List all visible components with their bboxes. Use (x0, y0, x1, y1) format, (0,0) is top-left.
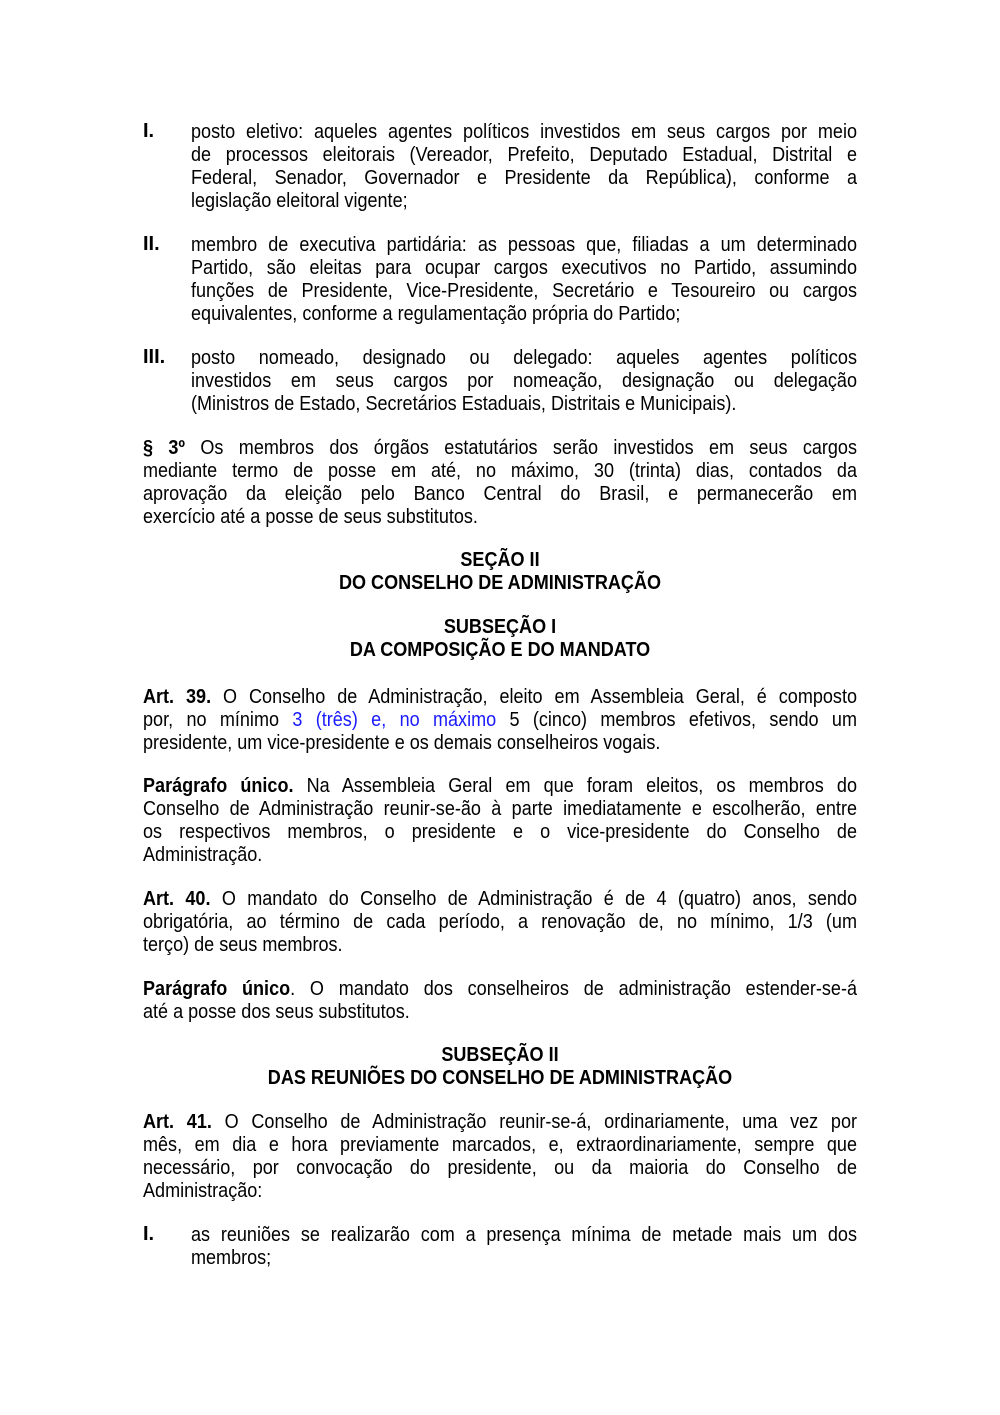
text-run: legislação eleitoral vigente; (191, 189, 408, 212)
bold-label: Art. 40. (143, 887, 211, 910)
text-line (191, 392, 857, 415)
highlighted-text: 3 (três) e, no máximo (292, 708, 497, 731)
text-run: aprovação da eleição pelo Banco Central do Brasil, e permanecerão em (143, 482, 857, 505)
text-line (143, 1133, 857, 1156)
text-run: Na Assembleia Geral em que foram eleitos, os membros do (293, 774, 858, 797)
text-run: investidos em seus cargos por nomeação, designação ou delegação (191, 369, 857, 392)
text-line (143, 459, 857, 482)
text-run: membro de executiva partidária: as pessoas que, filiadas a um determinado (191, 233, 857, 256)
text-line (191, 120, 857, 143)
text-line (143, 843, 857, 866)
text-line (143, 774, 857, 797)
text-run: 5 (cinco) membros efetivos, sendo um (496, 708, 857, 731)
text-run: Federal, Senador, Governador e Presidente da República), conforme a (191, 166, 857, 189)
text-line (191, 369, 857, 392)
text-run: O mandato do Conselho de Administração é de 4 (quatro) anos, sendo (210, 887, 857, 910)
text-line (143, 1000, 857, 1023)
text-line (143, 797, 857, 820)
text-run: as reuniões se realizarão com a presença mínima de metade mais um dos (191, 1223, 857, 1246)
text-run: mês, em dia e hora previamente marcados, e, extraordinariamente, sempre que (143, 1133, 857, 1156)
text-line (143, 436, 857, 459)
text-line (143, 548, 857, 571)
text-run: necessário, por convocação do presidente, ou da maioria do Conselho de (143, 1156, 857, 1179)
text-line (191, 1223, 857, 1246)
text-line (143, 615, 857, 638)
text-run: DO CONSELHO DE ADMINISTRAÇÃO (338, 571, 662, 594)
list-numeral: I. (143, 120, 155, 142)
text-run: presidente, um vice-presidente e os demais conselheiros vogais. (143, 731, 661, 754)
text-line (143, 933, 857, 956)
text-line (191, 346, 857, 369)
text-run: Partido, são eleitas para ocupar cargos executivos no Partido, assumindo (191, 256, 857, 279)
bold-label: Art. 41. (143, 1110, 212, 1133)
text-run: Os membros dos órgãos estatutários serão investidos em seus cargos (185, 436, 857, 459)
text-run: de processos eleitorais (Vereador, Prefeito, Deputado Estadual, Distrital e (191, 143, 857, 166)
text-run: terço) de seus membros. (143, 933, 343, 956)
text-line (191, 143, 857, 166)
text-line (143, 708, 857, 731)
text-run: Administração: (143, 1179, 263, 1202)
text-run: (Ministros de Estado, Secretários Estaduais, Distritais e Municipais). (191, 392, 737, 415)
text-line (143, 638, 857, 661)
list-numeral: III. (143, 346, 166, 368)
text-run: equivalentes, conforme a regulamentação própria do Partido; (191, 302, 681, 325)
text-run: por, no mínimo (143, 708, 293, 731)
text-run: mediante termo de posse em até, no máximo, 30 (trinta) dias, contados da (143, 459, 857, 482)
text-line (143, 887, 857, 910)
text-run: exercício até a posse de seus substitutos. (143, 505, 478, 528)
text-line (143, 482, 857, 505)
text-run: DA COMPOSIÇÃO E DO MANDATO (349, 638, 651, 661)
text-line (143, 1043, 857, 1066)
text-line (143, 1179, 857, 1202)
text-line (191, 166, 857, 189)
bold-label: Parágrafo único. (143, 774, 294, 797)
text-line (143, 1156, 857, 1179)
text-run: posto eletivo: aqueles agentes políticos investidos em seus cargos por meio (191, 120, 857, 143)
text-line (143, 571, 857, 594)
bold-label: Art. 39. (143, 685, 212, 708)
text-line (143, 1110, 857, 1133)
bold-label: Parágrafo único (143, 977, 291, 1000)
text-line (191, 1246, 857, 1269)
text-run: DAS REUNIÕES DO CONSELHO DE ADMINISTRAÇÃO (267, 1066, 733, 1089)
text-run: SUBSEÇÃO II (441, 1043, 559, 1066)
text-run: os respectivos membros, o presidente e o vice-presidente do Conselho de (143, 820, 857, 843)
text-line (143, 505, 857, 528)
text-run: O Conselho de Administração, eleito em Assembleia Geral, é composto (211, 685, 857, 708)
text-run: . O mandato dos conselheiros de administração estender-se-á (290, 977, 857, 1000)
text-run: posto nomeado, designado ou delegado: aqueles agentes políticos (191, 346, 857, 369)
text-line (191, 279, 857, 302)
text-run: até a posse dos seus substitutos. (143, 1000, 410, 1023)
text-run: SEÇÃO II (460, 548, 540, 571)
text-run: Conselho de Administração reunir-se-ão à parte imediatamente e escolherão, entre (143, 797, 857, 820)
list-numeral: I. (143, 1223, 155, 1245)
text-run: obrigatória, ao término de cada período, a renovação de, no mínimo, 1/3 (um (143, 910, 857, 933)
text-line (191, 256, 857, 279)
text-run: funções de Presidente, Vice-Presidente, Secretário e Tesoureiro ou cargos (191, 279, 857, 302)
text-line (191, 302, 857, 325)
text-line (143, 820, 857, 843)
list-numeral: II. (143, 233, 160, 255)
bold-label: § 3º (143, 436, 186, 459)
text-line (143, 910, 857, 933)
text-line (143, 731, 857, 754)
text-run: O Conselho de Administração reunir-se-á, ordinariamente, uma vez por (211, 1110, 857, 1133)
text-run: membros; (191, 1246, 272, 1269)
text-line (143, 977, 857, 1000)
text-run: Administração. (143, 843, 263, 866)
text-line (143, 685, 857, 708)
text-line (143, 1066, 857, 1089)
text-run: SUBSEÇÃO I (443, 615, 557, 638)
text-line (191, 233, 857, 256)
text-line (191, 189, 857, 212)
